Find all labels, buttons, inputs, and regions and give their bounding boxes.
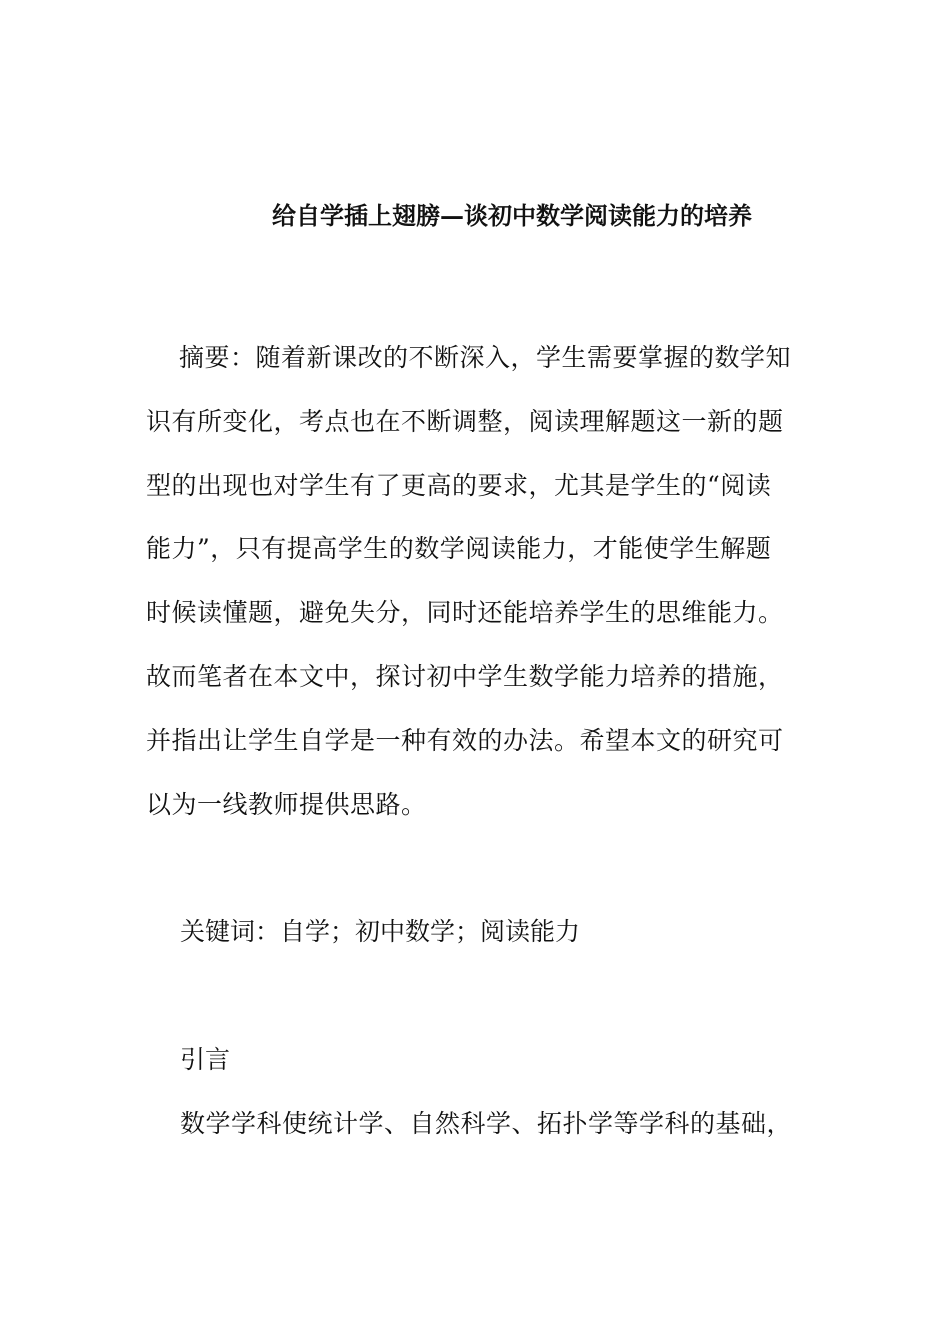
abstract-paragraph: [146, 326, 810, 836]
abstract-line: 故而笔者在本文中，探讨初中学生数学能力培养的措施，: [146, 661, 784, 691]
body-paragraph: 数学学科使统计学、自然科学、拓扑学等学科的基础，: [180, 1109, 793, 1138]
abstract-line: 识有所变化，考点也在不断调整，阅读理解题这一新的题: [146, 406, 784, 436]
abstract-line: 能力”，只有提高学生的数学阅读能力，才能使学生解题: [146, 534, 772, 564]
section-heading: 引言: [180, 1045, 231, 1074]
abstract-line: 摘要：随着新课改的不断深入，学生需要掌握的数学知: [179, 343, 792, 372]
abstract-line: 型的出现也对学生有了更高的要求，尤其是学生的“阅读: [146, 470, 772, 500]
abstract-line: 时候读懂题，避免失分，同时还能培养学生的思维能力。: [146, 598, 784, 628]
abstract-line: 以为一线教师提供思路。: [146, 789, 427, 819]
abstract-line: 并指出让学生自学是一种有效的办法。希望本文的研究可: [146, 725, 784, 755]
keywords-line: 关键词：自学；初中数学；阅读能力: [180, 917, 581, 946]
document-title: 给自学插上翅膀—谈初中数学阅读能力的培养: [272, 201, 752, 230]
